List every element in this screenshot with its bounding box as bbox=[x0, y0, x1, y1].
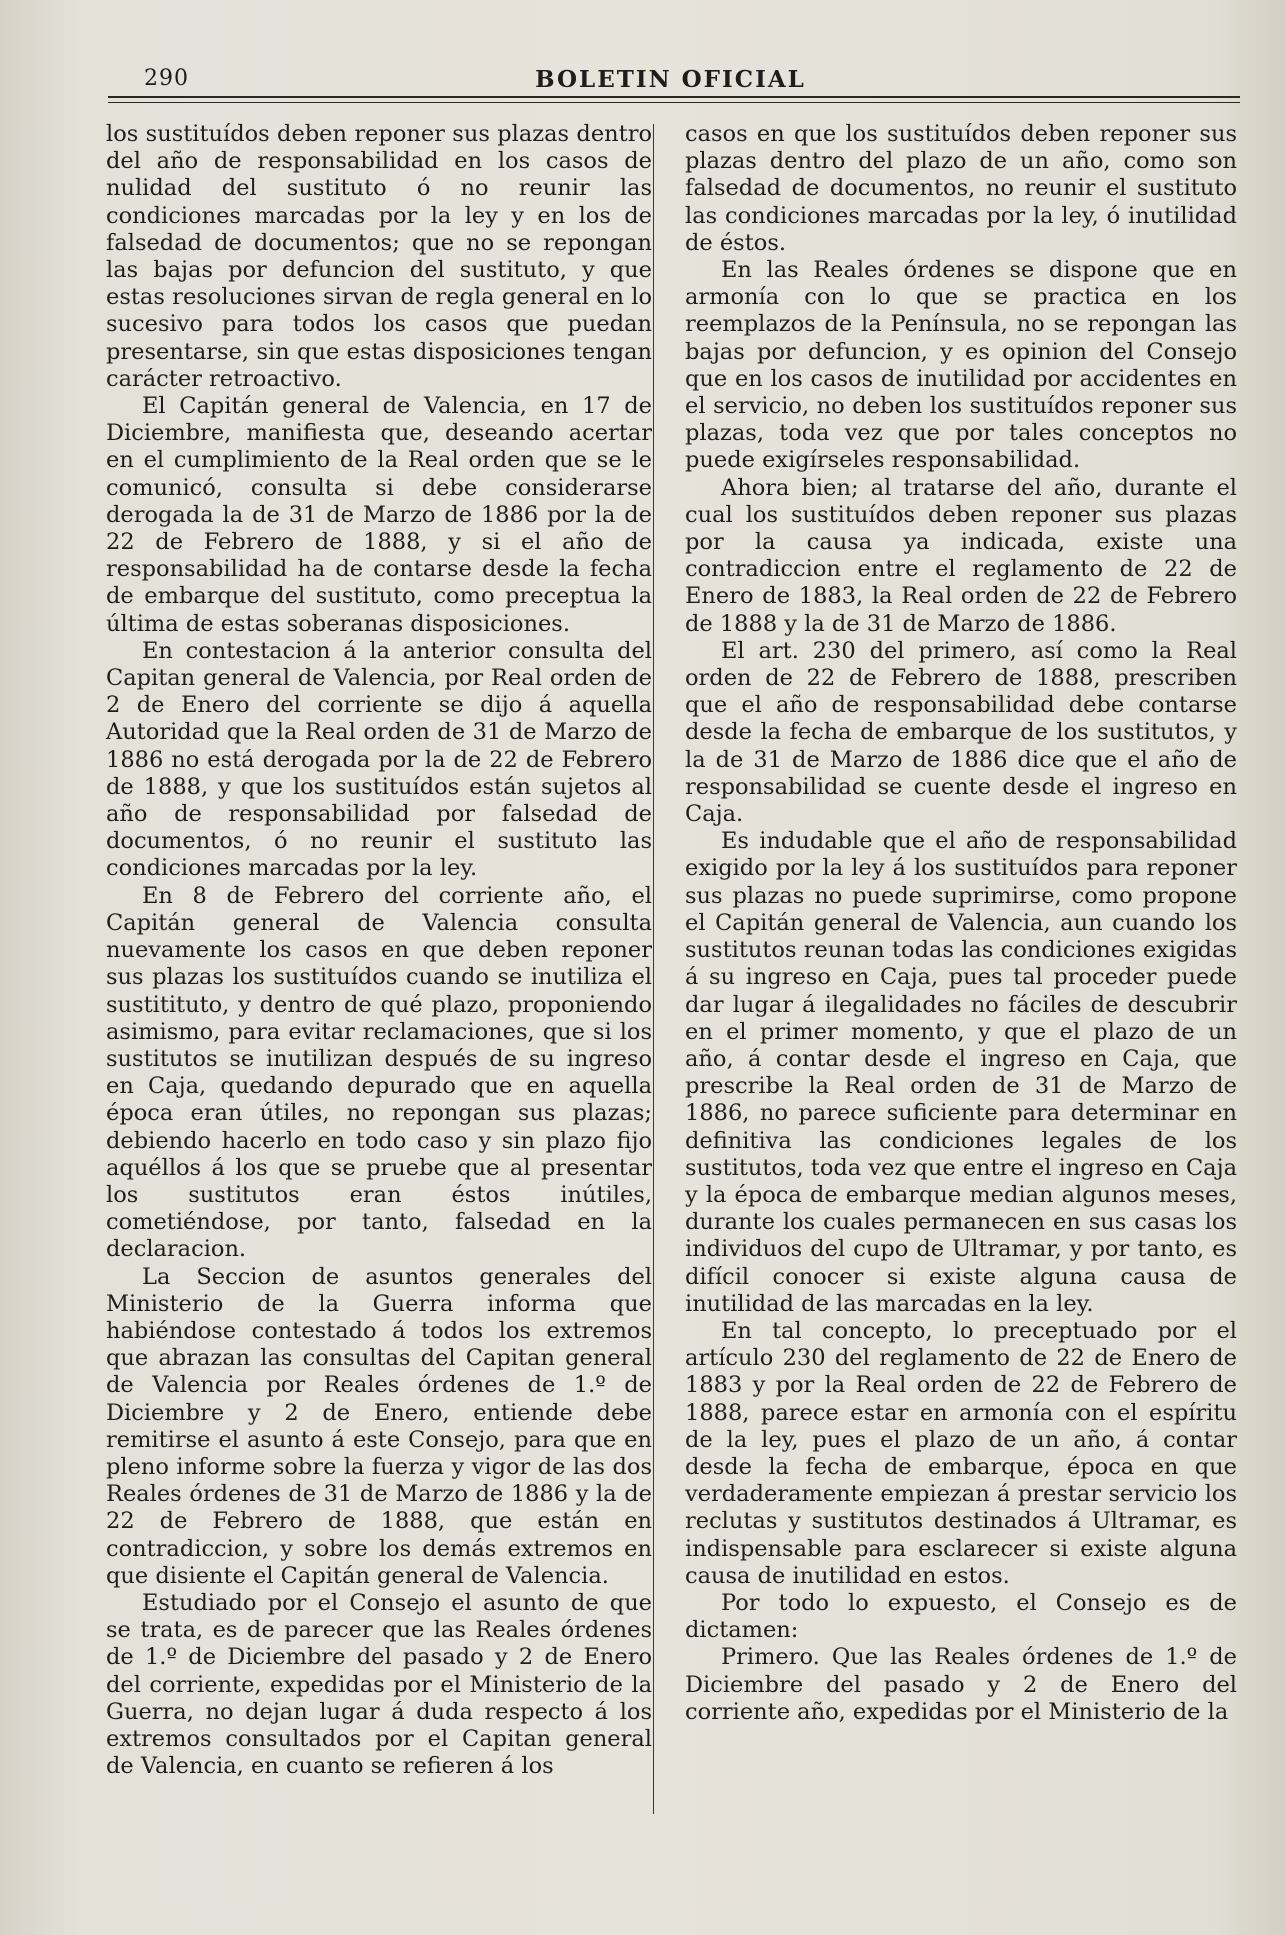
left-column bbox=[106, 121, 652, 1780]
paragraph: En las Reales órdenes se dispone que en armonía con lo que se practica en los reemplazos de la Península, no se repongan las bajas por defuncion, y es opinion del Consejo que en los casos de inutilidad por accidentes en el servicio, no deben los sustituídos reponer sus plazas, toda vez que por tales conceptos no puede exigírseles responsabilidad. bbox=[685, 257, 1237, 474]
paragraph: La Seccion de asuntos generales del Ministerio de la Guerra informa que habiéndose contestado á todos los extremos que abrazan las consultas del Capitan general de Valencia por Reales órdenes de 1.º de Diciembre y 2 de Enero, entiende debe remitirse el asunto á este Consejo, para que en pleno informe sobre la fuerza y vigor de las dos Reales órdenes de 31 de Marzo de 1886 y la de 22 de Febrero de 1888, que están en contradiccion, y sobre los demás extremos en que disiente el Capitán general de Valencia. bbox=[106, 1263, 652, 1589]
paragraph: En 8 de Febrero del corriente año, el Capitán general de Valencia consulta nuevamente los casos en que deben reponer sus plazas los sustituídos cuando se inutiliza el sustitituto, y dentro de qué plazo, proponiendo asimismo, para evitar reclamaciones, que si los sustitutos se inutilizan después de su ingreso en Caja, quedando depurado que en aquella época eran útiles, no repongan sus plazas; debiendo hacerlo en todo caso y sin plazo fijo aquéllos á los que se pruebe que al presentar los sustitutos eran éstos inútiles, cometiéndose, por tanto, falsedad en la declaracion. bbox=[106, 882, 652, 1263]
paragraph: Estudiado por el Consejo el asunto de que se trata, es de parecer que las Reales órdenes de 1.º de Diciembre del pasado y 2 de Enero del corriente, expedidas por el Ministerio de la Guerra, no dejan lugar á duda respecto á los extremos consultados por el Capitan general de Valencia, en cuanto se refieren á los bbox=[106, 1589, 652, 1780]
header-rule-thin bbox=[108, 102, 1240, 103]
right-column bbox=[685, 121, 1237, 1726]
paragraph: El art. 230 del primero, así como la Real orden de 22 de Febrero de 1888, prescriben que el año de responsabilidad debe contarse desde la fecha de embarque de los sustitutos, y la de 31 de Marzo de 1886 dice que el año de responsabilidad se cuente desde el ingreso en Caja. bbox=[685, 637, 1237, 828]
paragraph: Es indudable que el año de responsabilidad exigido por la ley á los sustituídos para reponer sus plazas no puede suprimirse, como propone el Capitán general de Valencia, aun cuando los sustitutos reunan todas las condiciones exigidas á su ingreso en Caja, pues tal proceder puede dar lugar á ilegalidades no fáciles de descubrir en el primer momento, y que el plazo de un año, á contar desde el ingreso en Caja, que prescribe la Real orden de 31 de Marzo de 1886, no parece suficiente para determinar en definitiva las condiciones legales de los sustitutos, toda vez que entre el ingreso en Caja y la época de embarque median algunos meses, durante los cuales permanecen en sus casas los individuos del cupo de Ultramar, y por tanto, es difícil conocer si existe alguna causa de inutilidad de las marcadas en la ley. bbox=[685, 828, 1237, 1317]
paragraph: El Capitán general de Valencia, en 17 de Diciembre, manifiesta que, deseando acertar en el cumplimiento de la Real orden que se le comunicó, consulta si debe considerarse derogada la de 31 de Marzo de 1886 por la de 22 de Febrero de 1888, y si el año de responsabilidad ha de contarse desde la fecha de embarque del sustituto, como preceptua la última de estas soberanas disposiciones. bbox=[106, 393, 652, 637]
page-header bbox=[108, 64, 1233, 98]
paragraph: Ahora bien; al tratarse del año, durante el cual los sustituídos deben reponer sus plazas por la causa ya indicada, existe una contradiccion entre el reglamento de 22 de Enero de 1883, la Real orden de 22 de Febrero de 1888 y la de 31 de Marzo de 1886. bbox=[685, 474, 1237, 637]
paragraph: los sustituídos deben reponer sus plazas dentro del año de responsabilidad en los casos de nulidad del sustituto ó no reunir las condiciones marcadas por la ley y en los de falsedad de documentos; que no se repongan las bajas por defuncion del sustituto, y que estas resoluciones sirvan de regla general en lo sucesivo para todos los casos que puedan presentarse, sin que estas disposiciones tengan carácter retroactivo. bbox=[106, 121, 652, 392]
paragraph: casos en que los sustituídos deben reponer sus plazas dentro del plazo de un año, como son falsedad de documentos, no reunir el sustituto las condiciones marcadas por la ley, ó inutilidad de éstos. bbox=[685, 121, 1237, 256]
paragraph: En tal concepto, lo preceptuado por el artículo 230 del reglamento de 22 de Enero de 1883 y por la Real orden de 22 de Febrero de 1888, parece estar en armonía con el espíritu de la ley, pues el plazo de un año, á contar desde la fecha de embarque, época en que verdaderamente empiezan á prestar servicio los reclutas y sustitutos destinados á Ultramar, es indispensable para esclarecer si existe alguna causa de inutilidad en estos. bbox=[685, 1317, 1237, 1589]
page-number: 290 bbox=[144, 66, 189, 91]
paragraph: Por todo lo expuesto, el Consejo es de dictamen: bbox=[685, 1589, 1237, 1644]
paragraph: En contestacion á la anterior consulta del Capitan general de Valencia, por Real orden de 2 de Enero del corriente se dijo á aquella Autoridad que la Real orden de 31 de Marzo de 1886 no está derogada por la de 22 de Febrero de 1888, y que los sustituídos están sujetos al año de responsabilidad por falsedad de documentos, ó no reunir el sustituto las condiciones marcadas por la ley. bbox=[106, 637, 652, 882]
publication-title: BOLETIN OFICIAL bbox=[535, 66, 806, 93]
column-divider bbox=[653, 124, 654, 1814]
paragraph: Primero. Que las Reales órdenes de 1.º de Diciembre del pasado y 2 de Enero del corriente año, expedidas por el Ministerio de la bbox=[685, 1644, 1237, 1725]
header-rule bbox=[108, 96, 1240, 98]
